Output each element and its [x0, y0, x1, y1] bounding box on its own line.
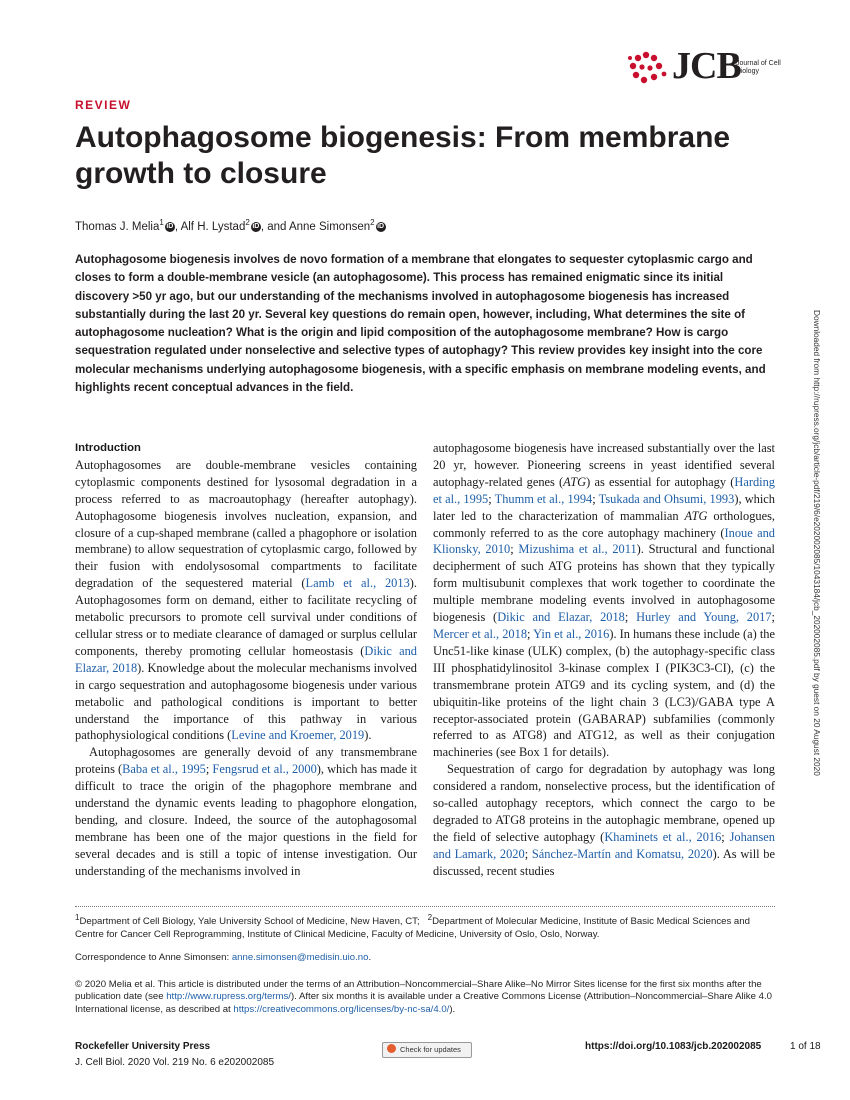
citation-link[interactable]: Hurley and Young, 2017 — [636, 610, 772, 625]
body-text: ). As will be discussed, recent studies — [433, 846, 775, 878]
citation-link[interactable]: Dikic and Elazar, 2018 — [497, 610, 625, 625]
section-heading: Introduction — [75, 442, 141, 454]
body-text: ; — [771, 610, 775, 625]
author-name: Alf H. Lystad — [180, 220, 246, 233]
citation-link[interactable]: Thumm et al., 1994 — [494, 491, 593, 506]
section-label: REVIEW — [75, 98, 132, 112]
body-text: ). Knowledge about the molecular mechanisms involved in cargo sequestration and autophagosome biogenesis under various metabolic and pathological conditions is important to better understand the importance of this pathway in various pathophysiological conditions ( — [75, 660, 417, 743]
body-text: ) as essential for autophagy ( — [586, 474, 735, 489]
citation-link[interactable]: Inoue and Klionsky, 2010 — [433, 525, 775, 557]
correspondence-label: Correspondence to Anne Simonsen: — [75, 952, 232, 963]
license-text: ). — [449, 1003, 456, 1015]
author-name: Anne Simonsen — [288, 220, 371, 233]
paragraph — [433, 440, 775, 761]
affiliation-number: 2 — [427, 913, 433, 922]
citation-link[interactable]: Baba et al., 1995 — [122, 762, 206, 777]
body-text: ). — [364, 728, 372, 743]
body-text: ), which later led to the characterization of mammalian — [433, 491, 775, 523]
author-separator: , — [174, 220, 181, 233]
check-for-updates-label: Check for updates — [400, 1045, 461, 1054]
body-text: ). Structural and functional decipherment of such ATG proteins has shown that they typically form multisubunit complexes that work together to coordinate the multiple membrane modeling events involved in autophagosome biogenesis ( — [433, 542, 775, 625]
license-text: ). After six months it is available under a Creative Commons License (Attribution–Noncommercial–Share Alike 4.0 International license, as described at — [75, 991, 772, 1015]
body-text: ; — [592, 491, 599, 506]
body-text: autophagosome biogenesis have increased substantially over the last 20 yr, however. Pioneering screens in yeast identified several autophagy-related genes ( — [433, 441, 775, 489]
publisher: Rockefeller University Press — [75, 1041, 211, 1052]
affiliation-2: Department of Molecular Medicine, Institute of Basic Medical Sciences and Centre for Cancer Cell Reprogramming, Institute of Clinical Medicine, Faculty of Medicine, University of Oslo, Oslo, Norway. — [75, 916, 750, 940]
body-text: ; — [624, 610, 637, 625]
citation-link[interactable]: Mizushima et al., 2011 — [518, 542, 637, 557]
citation-link[interactable]: Johansen and Lamark, 2020 — [433, 829, 775, 861]
citation-link[interactable]: Khaminets et al., 2016 — [604, 829, 722, 844]
footnote-divider — [75, 906, 775, 907]
body-text: ; — [721, 829, 730, 844]
orcid-icon[interactable]: iD — [252, 222, 260, 230]
body-column-left — [75, 440, 417, 880]
body-text: Autophagosomes are generally devoid of any transmembrane proteins ( — [75, 745, 417, 777]
citation-link[interactable]: Dikic and Elazar, 2018 — [75, 643, 417, 675]
italic-text: ATG — [563, 474, 587, 489]
citation: J. Cell Biol. 2020 Vol. 219 No. 6 e202002085 — [75, 1057, 275, 1068]
paragraph — [75, 744, 417, 879]
body-text: orthologues, commonly referred to as the core autophagy machinery ( — [433, 508, 776, 540]
body-column-right — [433, 440, 775, 880]
correspondence-email-link[interactable]: anne.simonsen@medisin.uio.no — [231, 952, 369, 963]
citation-link[interactable]: Tsukada and Ohsumi, 1993 — [598, 491, 735, 506]
download-note-text: Downloaded from http://rupress.org/jcb/article-pdf/219/6/e202002085/1043184/jcb_202002085.pdf by guest on 20 August 2020 — [812, 310, 822, 776]
paragraph — [75, 457, 417, 744]
body-text: ; — [510, 542, 519, 557]
body-text: ). Autophagosomes form on demand, either to facilitate recycling of metabolic precursors to promote cell survival under conditions of cellular stress or to mediate clearance of damaged or surplus cellular components, thereby promoting cellular homeostasis ( — [75, 576, 417, 658]
jcb-logo-icon — [628, 50, 672, 86]
terms-link[interactable]: http://www.rupress.org/terms/ — [166, 991, 291, 1003]
citation-link[interactable]: Lamb et al., 2013 — [305, 576, 410, 591]
check-for-updates-button[interactable] — [382, 1042, 472, 1058]
affiliation-1: Department of Cell Biology, Yale University School of Medicine, New Haven, CT; — [79, 916, 420, 928]
page-number: 1 of 18 — [790, 1041, 821, 1052]
logo-text: JCB — [672, 45, 741, 87]
article-title: Autophagosome biogenesis: From membrane growth to closure — [75, 121, 731, 190]
citation-link[interactable]: Mercer et al., 2018 — [433, 626, 528, 641]
author-affiliation: 2 — [370, 218, 375, 227]
body-text: Sequestration of cargo for degradation by autophagy was long considered a random, nonselective process, but the identification of so-called autophagy receptors, which connect the cargo to be degraded to ATG8 proteins in the autophagic membrane, opened up the field of selective autophagy ( — [433, 762, 775, 844]
author-separator: , and — [260, 220, 289, 233]
body-text: ), which has made it difficult to trace the origin of the phagophore membrane and understand the dynamic events leading to phagophore elongation, bending, and closure. Indeed, the source of the autophagosomal membrane has been one of the major questions in the field for several decades and is still a topic of intense investigation. Our understanding of the mechanisms involved in — [75, 762, 417, 878]
body-text: ). In humans these include (a) the Unc51-like kinase (ULK) complex, (b) the autophagy-specific class III phosphatidylinositol 3-kinase complex I (PIK3C3-CI), (c) the transmembrane protein ATG9 and its cycling system, and (d) the ubiquitin-like proteins of the light chain 3 (LC3)/GABA type A receptor-associated protein (GABARAP) subfamilies (commonly referred to as ATG8) and ATG12, as well as their conjugation machineries (see Box 1 for details). — [433, 626, 775, 760]
body-text: ; — [527, 626, 534, 641]
author-name: Thomas J. Melia — [75, 220, 160, 233]
license-note — [75, 979, 775, 1016]
correspondence-end: . — [368, 952, 372, 963]
orcid-icon[interactable]: iD — [377, 222, 385, 230]
crossmark-icon — [387, 1044, 396, 1053]
paragraph — [433, 761, 775, 879]
body-text: ; — [488, 491, 495, 506]
citation-link[interactable]: Levine and Kroemer, 2019 — [231, 728, 365, 743]
affiliation-number: 1 — [75, 913, 80, 922]
body-text: ; — [524, 846, 532, 861]
italic-text: ATG — [684, 508, 708, 523]
journal-logo — [628, 44, 781, 88]
logo-subtitle: Journal of Cell Biology — [736, 60, 781, 75]
affiliations — [75, 912, 775, 941]
body-text: Autophagosomes are double-membrane vesicles containing cytoplasmic components destined for lysosomal degradation in a process referred to as macroautophagy (hereafter autophagy). Autophagosome biogenesis involves nucleation, expansion, and closure of a cup-shaped membrane (called a phagophore or isolation membrane) to allow sequestration of cytoplasmic cargo, followed by their fusion with endolysosomal compartments to facilitate degradation of the sequestered material ( — [75, 457, 417, 591]
download-note — [812, 310, 826, 780]
body-text: ; — [205, 762, 213, 777]
author-affiliation: 1 — [159, 218, 164, 227]
license-text: © 2020 Melia et al. This article is distributed under the terms of an Attribution–Noncommercial–Share Alike–No Mirror Sites license for the first six months after the publication date (see — [75, 979, 762, 1003]
citation-link[interactable]: Yin et al., 2016 — [533, 626, 610, 641]
orcid-icon[interactable]: iD — [166, 222, 174, 230]
author-list — [75, 218, 386, 233]
cc-license-link[interactable]: https://creativecommons.org/licenses/by-nc-sa/4.0/ — [233, 1003, 450, 1015]
citation-link[interactable]: Harding et al., 1995 — [433, 474, 775, 506]
doi-link[interactable]: https://doi.org/10.1083/jcb.202002085 — [585, 1041, 762, 1052]
citation-link[interactable]: Sánchez-Martín and Komatsu, 2020 — [531, 846, 713, 861]
abstract: Autophagosome biogenesis involves de novo formation of a membrane that elongates to sequester cytoplasmic cargo and closes to form a double-membrane vesicle (an autophagosome). This process has remained enigmatic since its initial discovery >50 yr ago, but our understanding of the mechanisms involved in autophagosome biogenesis has increased substantially during the last 20 yr. Several key questions do remain open, however, including, What determines the site of autophagosome nucleation? What is the origin and lipid composition of the autophagosome membrane? How is cargo sequestration regulated under nonselective and selective types of autophagy? This review provides key insight into the core molecular mechanisms underlying autophagosome biogenesis, with a specific emphasis on membrane modeling events, and highlights recent conceptual advances in the field. — [75, 253, 766, 395]
citation-link[interactable]: Fengsrud et al., 2000 — [212, 762, 317, 777]
author-affiliation: 2 — [245, 218, 250, 227]
correspondence — [75, 952, 775, 964]
